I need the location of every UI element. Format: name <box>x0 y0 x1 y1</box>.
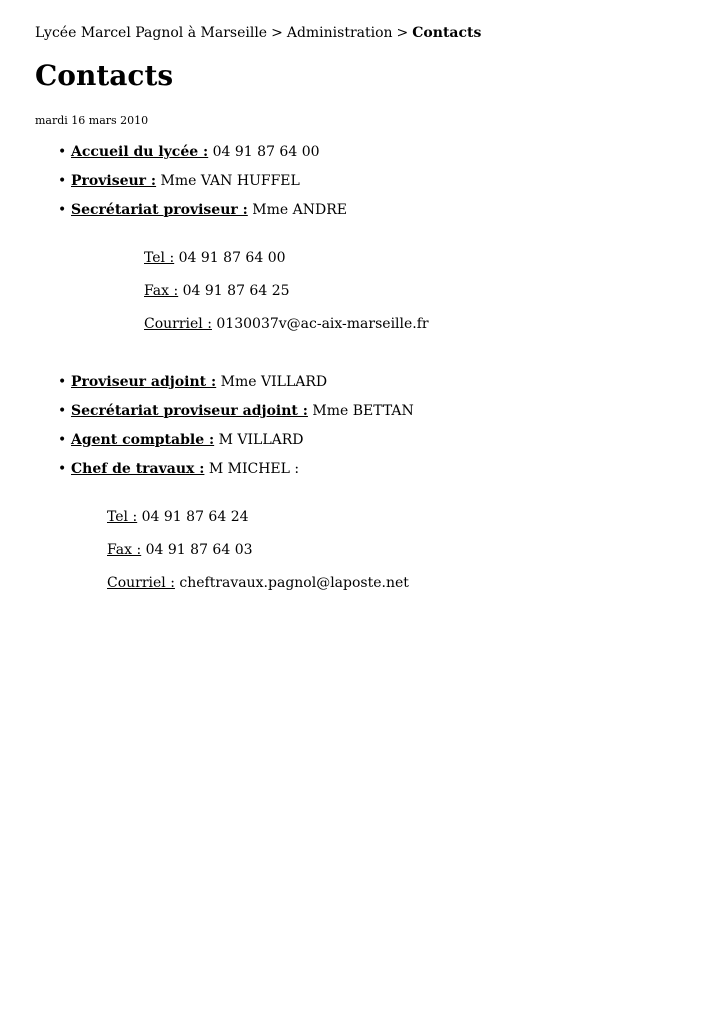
secretariat-tel <box>144 249 286 267</box>
tel-value: 04 91 87 64 24 <box>137 509 249 525</box>
list-item <box>58 143 347 172</box>
tel-label: Tel : <box>144 250 175 266</box>
fax-label: Fax : <box>144 283 179 299</box>
contact-value: Mme VAN HUFFEL <box>156 173 300 189</box>
contact-role: Proviseur : <box>71 173 157 189</box>
bullet-icon: • <box>58 461 67 477</box>
fax-value: 04 91 87 64 03 <box>141 542 253 558</box>
contact-list-secondary <box>58 373 414 489</box>
chef-email <box>107 574 409 592</box>
list-item <box>58 402 414 431</box>
list-item <box>58 172 347 201</box>
contact-value: M VILLARD <box>214 432 304 448</box>
list-item <box>58 431 414 460</box>
bullet-icon: • <box>58 202 67 218</box>
bullet-icon: • <box>58 173 67 189</box>
fax-label: Fax : <box>107 542 142 558</box>
bullet-icon: • <box>58 374 67 390</box>
list-item <box>58 201 347 230</box>
contact-role: Proviseur adjoint : <box>71 374 217 390</box>
chef-tel <box>107 508 249 526</box>
contact-role: Secrétariat proviseur adjoint : <box>71 403 308 419</box>
contact-value: 04 91 87 64 00 <box>208 144 320 160</box>
secretariat-email <box>144 315 429 333</box>
breadcrumb-site-link[interactable]: Lycée Marcel Pagnol à Marseille <box>35 25 268 41</box>
page-title: Contacts <box>35 59 174 92</box>
breadcrumb-separator: > <box>396 25 409 41</box>
contact-value: M MICHEL : <box>204 461 300 477</box>
contact-value: Mme BETTAN <box>307 403 414 419</box>
breadcrumb-separator: > <box>271 25 283 41</box>
secretariat-fax <box>144 282 290 300</box>
bullet-icon: • <box>58 432 67 448</box>
publication-date: mardi 16 mars 2010 <box>35 114 149 127</box>
breadcrumb-section-link[interactable]: Administration <box>286 25 393 41</box>
tel-value: 04 91 87 64 00 <box>174 250 286 266</box>
email-value[interactable]: cheftravaux.pagnol@laposte.net <box>174 575 409 591</box>
fax-value: 04 91 87 64 25 <box>178 283 290 299</box>
contact-role: Secrétariat proviseur : <box>71 202 248 218</box>
contact-list-primary <box>58 143 347 230</box>
email-label: Courriel : <box>107 575 175 591</box>
bullet-icon: • <box>58 403 67 419</box>
contact-role: Accueil du lycée : <box>71 144 209 160</box>
contact-role: Chef de travaux : <box>71 461 205 477</box>
list-item <box>58 460 414 489</box>
email-label: Courriel : <box>144 316 212 332</box>
contact-value: Mme VILLARD <box>216 374 328 390</box>
list-item <box>58 373 414 402</box>
breadcrumb-current: Contacts <box>412 25 482 41</box>
breadcrumb <box>35 24 481 42</box>
email-value[interactable]: 0130037v@ac-aix-marseille.fr <box>211 316 429 332</box>
contact-role: Agent comptable : <box>71 432 215 448</box>
contact-value: Mme ANDRE <box>247 202 347 218</box>
chef-fax <box>107 541 253 559</box>
tel-label: Tel : <box>107 509 138 525</box>
bullet-icon: • <box>58 144 67 160</box>
